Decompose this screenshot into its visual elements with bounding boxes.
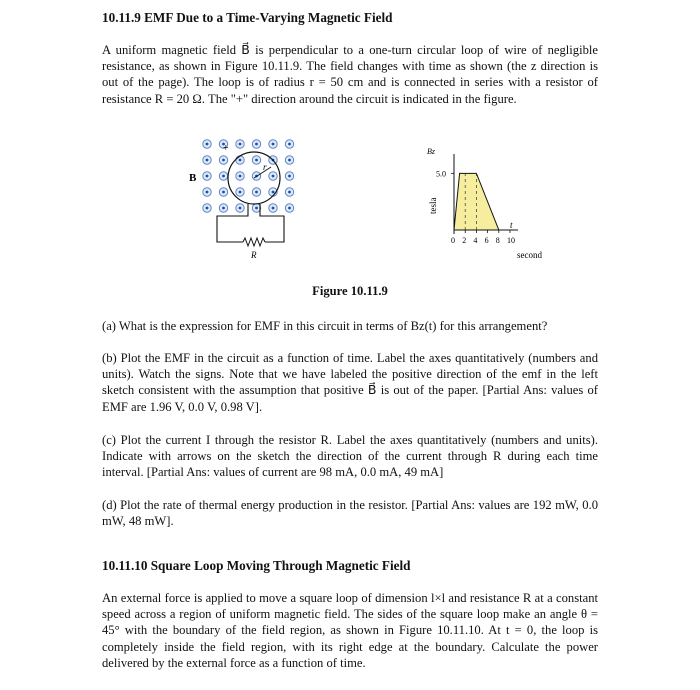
section-title-2: 10.11.10 Square Loop Moving Through Magnetic Field [102, 558, 411, 573]
field-dot-center [239, 143, 242, 146]
field-dot-center [239, 207, 242, 210]
chart-y-label: tesla [428, 197, 438, 214]
chart-marks [436, 154, 518, 245]
field-dot-center [272, 175, 275, 178]
loop-diagram [187, 132, 307, 272]
field-dot-center [239, 191, 242, 194]
field-dot-center [272, 143, 275, 146]
field-dot-center [288, 159, 291, 162]
field-dot-center [206, 207, 209, 210]
x-tick-label: 10 [507, 236, 515, 245]
field-dot-center [206, 175, 209, 178]
field-dot-center [288, 175, 291, 178]
problem-intro-2: An external force is applied to move a square loop of dimension l×l and resistance R at a constant speed across a region of uniform magnetic field. The sides of the square loop make an angle θ = 45° with the boundary of the field region, as shown in Figure 10.11.10. At t = 0, the loop is completely inside the field region, with its right edge at the boundary. Calculate the power delivered by the external force as a function of time. [102, 591, 598, 670]
x-tick-label: 4 [473, 236, 478, 245]
field-dot-center [239, 175, 242, 178]
section-title: 10.11.9 EMF Due to a Time-Varying Magnetic Field [102, 10, 393, 25]
question-c: (c) Plot the current I through the resistor R. Label the axes quantitatively (numbers and units). Indicate with arrows on the sketch the direction of the current through R during each time interval. [Partial Ans: values of current are 98 mA, 0.0 mA, 49 mA] [102, 433, 598, 480]
field-dot-center [288, 207, 291, 210]
chart-series-label: Bz [427, 147, 435, 156]
field-dot-center [272, 191, 275, 194]
chart-x-symbol: t [510, 220, 513, 230]
plus-label: + [223, 143, 229, 154]
bz-chart [312, 132, 542, 272]
y-tick-label: 5.0 [436, 169, 446, 179]
field-label: B⃗ [189, 172, 205, 184]
field-dot-center [255, 159, 258, 162]
field-dot-center [206, 159, 209, 162]
figure-caption: Figure 10.11.9 [312, 284, 388, 298]
resistor [243, 238, 265, 246]
field-dot-center [255, 207, 258, 210]
resistor-label: R [251, 250, 257, 260]
field-dot-center [206, 191, 209, 194]
field-dot-center [239, 159, 242, 162]
question-b: (b) Plot the EMF in the circuit as a function of time. Label the axes quantitatively (numbers and units). Watch the signs. Note that we have labeled the positive direction of the emf in the left sketch consistent with the assumption that positive B⃗ is out of the paper. [Partial Ans: values of EMF are 1.96 V, 0.0 V, 0.98 V]. [102, 351, 598, 414]
x-tick-label: 8 [495, 236, 500, 245]
question-a: (a) What is the expression for EMF in this circuit in terms of Bz(t) for this arrangement? [102, 319, 548, 333]
chart-x-label: second [517, 250, 542, 260]
field-dot-center [206, 143, 209, 146]
x-tick-label: 6 [484, 236, 489, 245]
figure-10-11-9 [187, 132, 607, 272]
field-dot-center [222, 175, 225, 178]
field-dot-center [272, 207, 275, 210]
x-tick-label: 0 [451, 236, 455, 245]
field-dot-center [288, 191, 291, 194]
field-dot-center [255, 191, 258, 194]
x-tick-label: 2 [462, 236, 467, 245]
field-dot-center [222, 159, 225, 162]
question-d: (d) Plot the rate of thermal energy production in the resistor. [Partial Ans: values are 192 mW, 0.0 mW, 48 mW]. [102, 498, 598, 529]
problem-intro: A uniform magnetic field B⃗ is perpendicular to a one-turn circular loop of wire of negligible resistance, as shown in Figure 10.11.9. The field changes with time as shown (the z direction is out of the page). The loop is of radius r = 50 cm and is connected in series with a resistor of resistance R = 20 Ω. The "+" direction around the circuit is indicated in the figure. [102, 43, 598, 106]
field-dot-center [222, 191, 225, 194]
radius-label: r [263, 162, 267, 172]
field-dot-center [288, 143, 291, 146]
field-dot-center [255, 143, 258, 146]
field-dot-center [222, 207, 225, 210]
